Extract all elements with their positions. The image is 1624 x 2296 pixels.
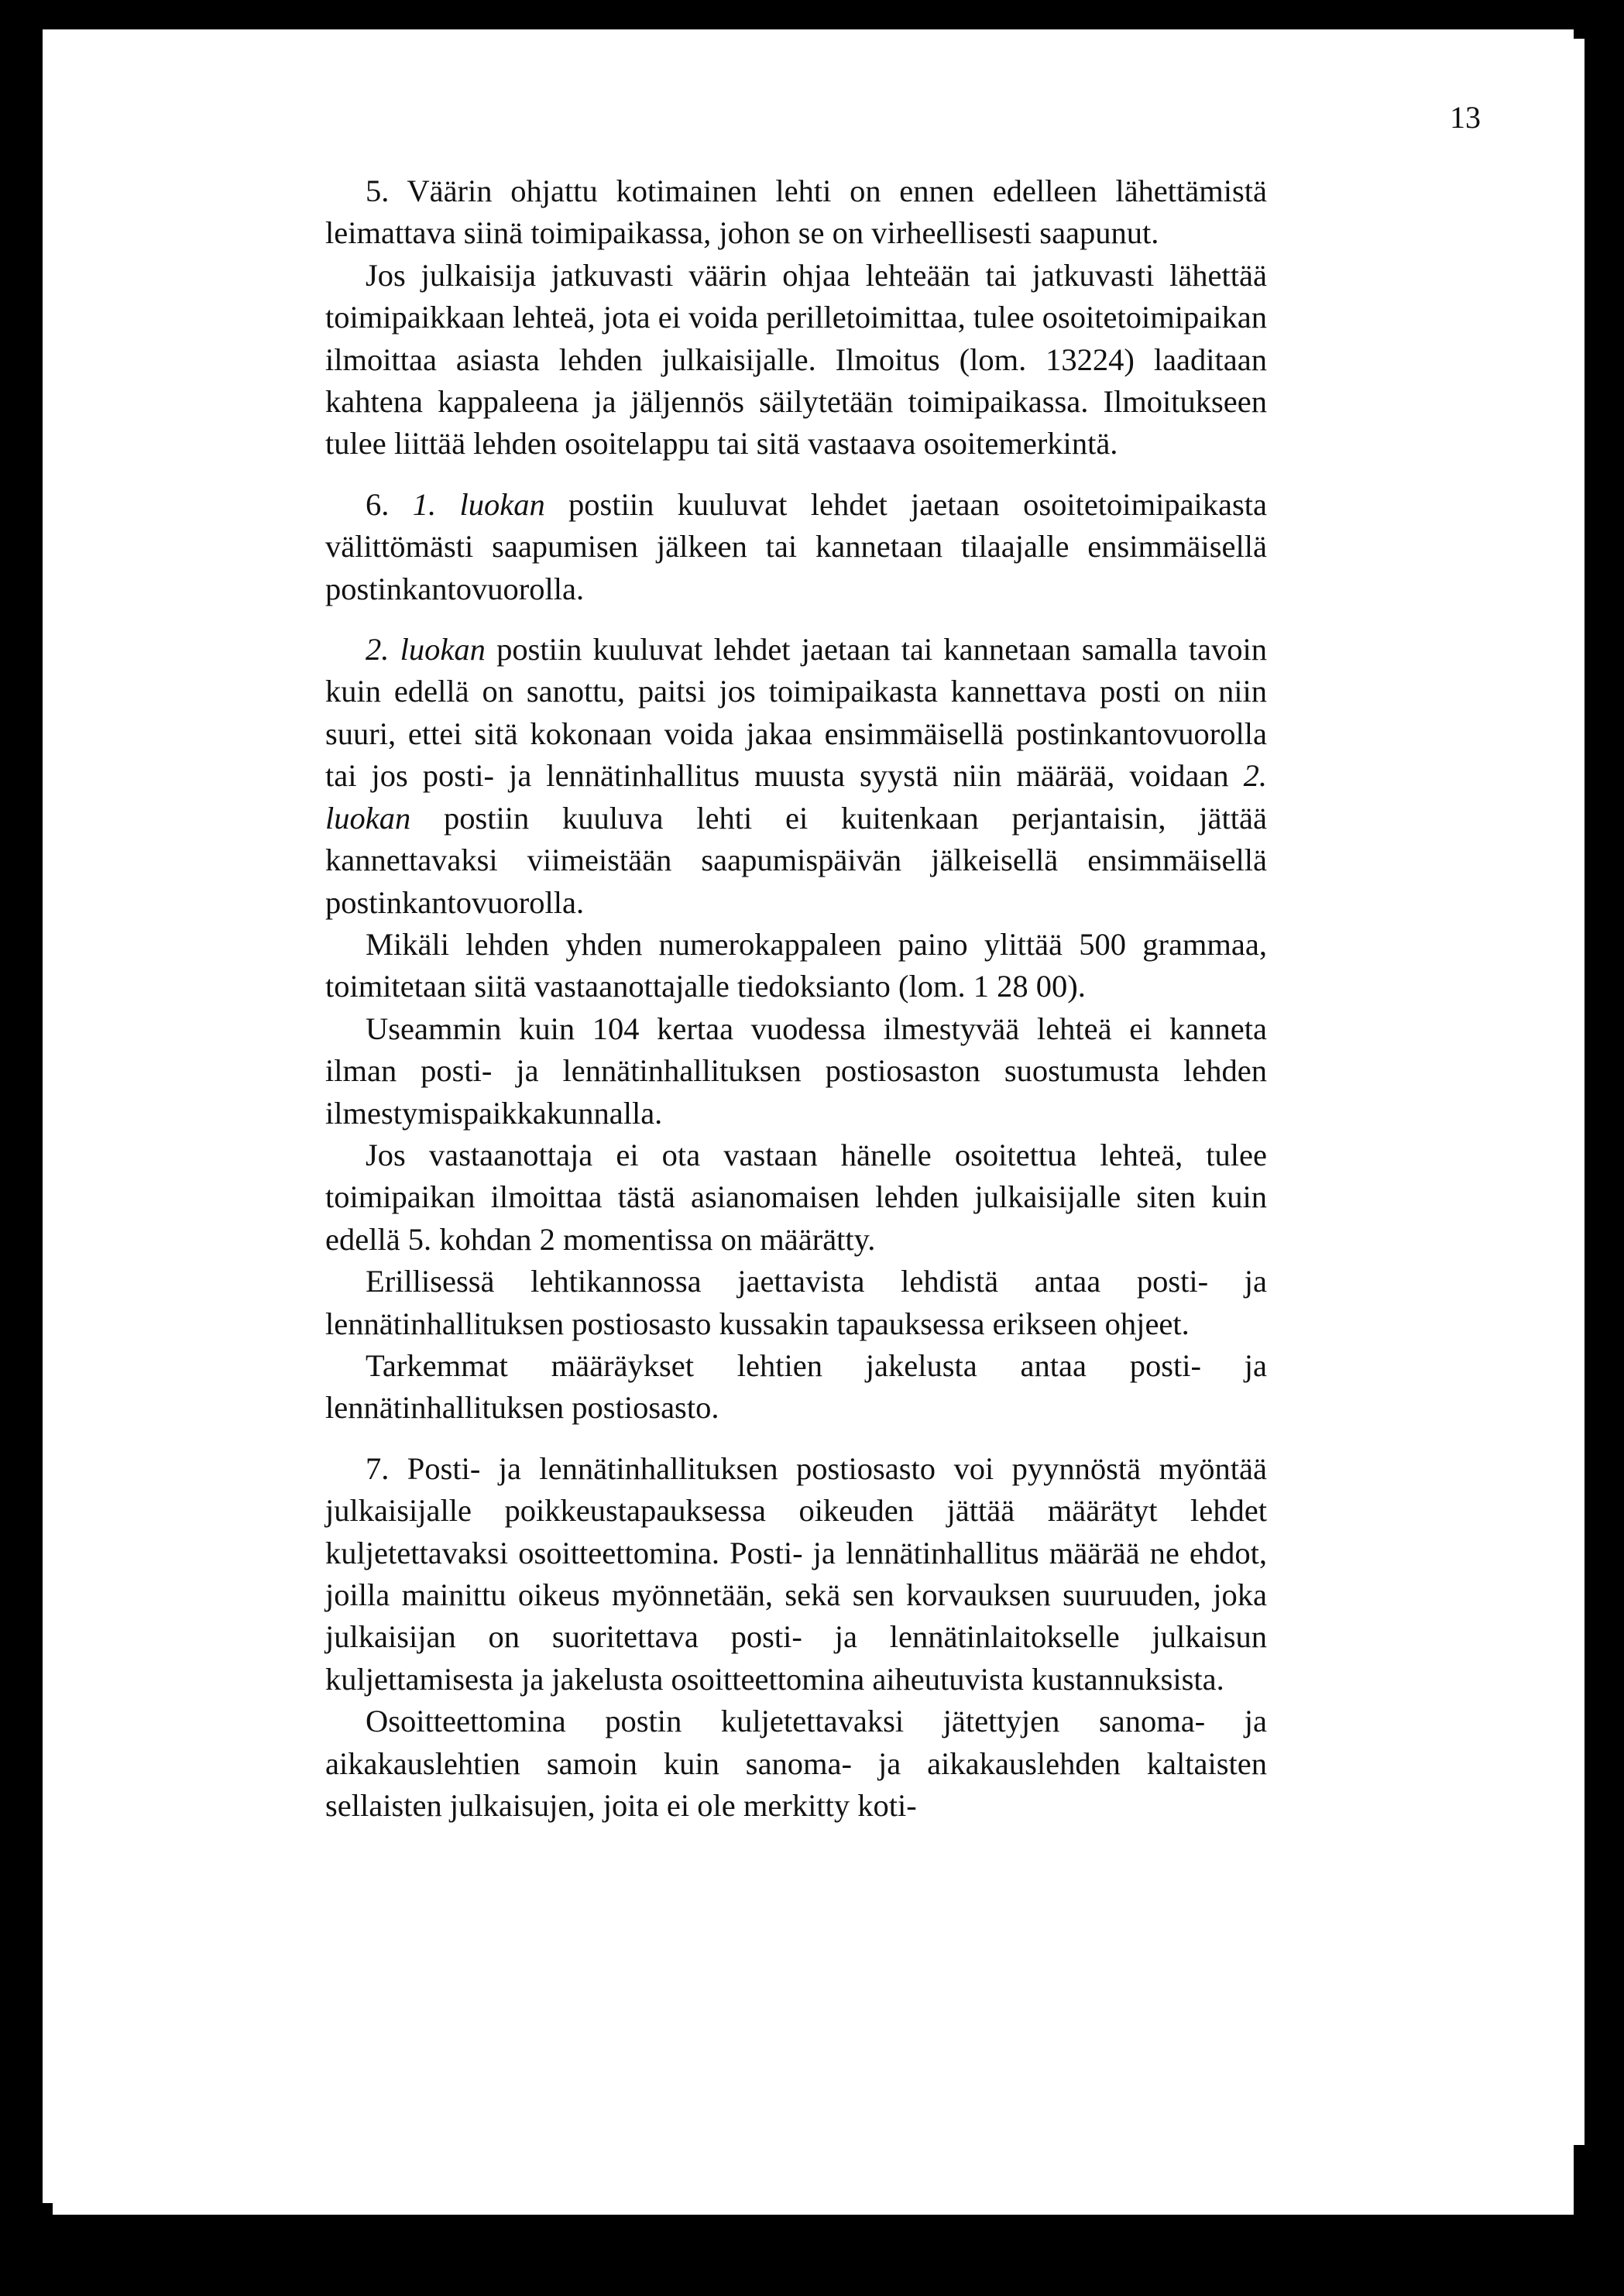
paragraph: Erillisessä lehtikannossa jaettavista lehdistä antaa posti- ja lennätinhallituksen postiosasto kussakin tapauksessa erikseen ohjeet.	[325, 1264, 1267, 1341]
body-text	[325, 170, 1267, 1827]
paragraph: 6. 1. luokan postiin kuuluvat lehdet jaetaan osoitetoimipaikasta välittömästi saapumisen jälkeen tai kannetaan tilaajalle ensimmäisellä postinkantovuorolla.	[325, 486, 1268, 606]
scan-border-right	[1574, 39, 1585, 2145]
paragraph: Jos julkaisija jatkuvasti väärin ohjaa lehteään tai jatkuvasti lähettää toimipaikkaan lehteä, jota ei voida perilletoimittaa, tulee osoitetoimipaikan ilmoittaa asiasta lehden julkaisijalle. Ilmoitus (lom. 13224) laaditaan kahtena kappaleena ja jäljennös säilytetään toimipaikassa. Ilmoitukseen tulee liittää lehden osoitelappu tai sitä vastaava osoitemerkintä.	[325, 257, 1267, 462]
paragraph: Mikäli lehden yhden numerokappaleen paino ylittää 500 grammaa, toimitetaan siitä vastaanottajalle tiedoksianto (lom. 1 28 00).	[325, 926, 1267, 1004]
page-number: 13	[1450, 100, 1481, 135]
paragraph: 5. Väärin ohjattu kotimainen lehti on ennen edelleen lähettämistä leimattava siinä toimipaikassa, johon se on virheellisesti saapunut.	[325, 173, 1267, 251]
paragraph: Jos vastaanottaja ei ota vastaan hänelle osoitettua lehteä, tulee toimipaikan ilmoittaa tästä asianomaisen lehden julkaisijalle siten kuin edellä 5. kohdan 2 momentissa on määrätty.	[325, 1137, 1267, 1257]
paragraph: Osoitteettomina postin kuljetettavaksi jätettyjen sanoma- ja aikakauslehtien samoin kuin sanoma- ja aikakauslehden kaltaisten sellaisten julkaisujen, joita ei ole merkitty koti-	[325, 1704, 1267, 1824]
paragraph: Tarkemmat määräykset lehtien jakelusta antaa posti- ja lennätinhallituksen postiosasto.	[325, 1347, 1267, 1426]
paragraph: 2. luokan postiin kuuluvat lehdet jaetaan tai kannetaan samalla tavoin kuin edellä on sanottu, paitsi jos toimipaikasta kannettava posti on niin suuri, ettei sitä kokonaan voida jakaa ensimmäisellä postinkantovuorolla tai jos posti- ja lennätinhallitus muusta syystä niin määrää, voidaan 2. luokan postiin kuuluva lehti ei kuitenkaan perjantaisin, jättää kannettavaksi viimeistään saapumispäivän jälkeisellä ensimmäisellä postinkantovuorolla.	[325, 632, 1267, 920]
paragraph: Useammin kuin 104 kertaa vuodessa ilmestyvää lehteä ei kanneta ilman posti- ja lennätinhallituksen postiosaston suostumusta lehden ilmestymispaikkakunnalla.	[325, 1011, 1267, 1131]
paragraph: 7. Posti- ja lennätinhallituksen postiosasto voi pyynnöstä myöntää julkaisijalle poikkeustapauksessa oikeuden jättää määrätyt lehdet kuljetettavaksi osoitteettomina. Posti- ja lennätinhallitus määrää ne ehdot, joilla mainittu oikeus myönnetään, sekä sen korvauksen suuruuden, joka julkaisijan on suoritettava posti- ja lennätinlaitokselle julkaisun kuljettamisesta ja jakelusta osoitteettomina aiheutuvista kustannuksista.	[325, 1450, 1267, 1697]
scan-border-left	[43, 29, 53, 2203]
